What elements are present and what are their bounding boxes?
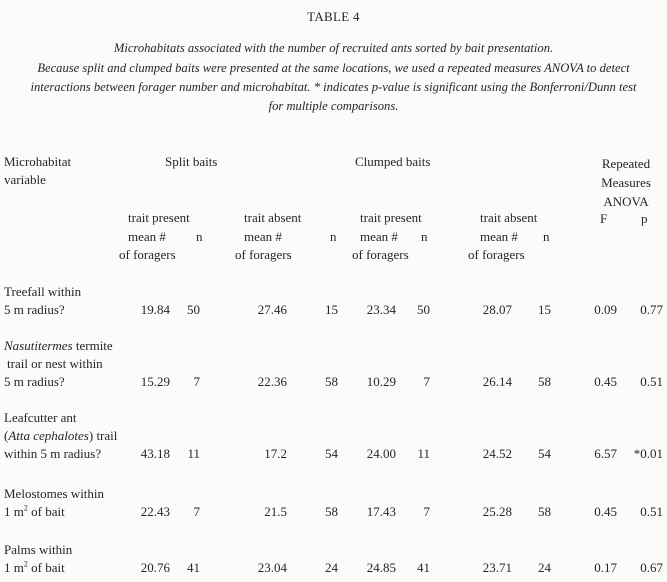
header-clumped-baits: Clumped baits	[355, 154, 431, 169]
caption-line-2: Because split and clumped baits were presented at the same locations, we used a repeated measures ANOVA to detect	[37, 61, 630, 75]
cell-clumped-absent-n: 58	[538, 374, 551, 389]
caption-line-3: interactions between forager number and microhabitat. * indicates p-value is significant using the Bonferroni/Dunn test	[30, 80, 637, 94]
cell-F: 0.45	[594, 374, 617, 389]
header-variable: variable	[4, 172, 46, 187]
row-label-part: 1 m	[4, 504, 24, 519]
header-clumped-present-foragers: of foragers	[352, 247, 409, 262]
cell-clumped-present-n: 7	[423, 374, 430, 389]
cell-p: 0.77	[640, 302, 663, 317]
cell-F: 0.45	[594, 504, 617, 519]
row-label-part: ) trail	[88, 428, 118, 443]
header-clumped-present-n: n	[421, 229, 428, 244]
header-split-present: trait present	[128, 210, 190, 225]
cell-split-present-mean: 43.18	[140, 446, 170, 461]
cell-clumped-absent-n: 58	[538, 504, 551, 519]
superscript: 2	[23, 559, 28, 569]
header-anova: ANOVA	[603, 194, 649, 209]
row-label: 5 m radius?	[4, 374, 65, 389]
row-label: 5 m radius?	[4, 302, 65, 317]
cell-p: 0.67	[640, 560, 663, 575]
header-clumped-present-mean: mean #	[360, 229, 398, 244]
cell-split-absent-mean: 22.36	[257, 374, 287, 389]
header-split-present-n: n	[196, 229, 203, 244]
row-label: Treefall within	[4, 284, 82, 299]
header-clumped-absent: trait absent	[480, 210, 538, 225]
row-label	[4, 338, 113, 353]
row-label	[4, 560, 65, 575]
header-F: F	[600, 211, 608, 226]
cell-split-absent-n: 24	[325, 560, 338, 575]
cell-split-absent-n: 54	[325, 446, 338, 461]
cell-clumped-present-n: 41	[417, 560, 430, 575]
caption-line-1: Microhabitats associated with the number of recruited ants sorted by bait presentation.	[113, 41, 554, 55]
cell-clumped-present-n: 7	[423, 504, 430, 519]
header-split-present-foragers: of foragers	[119, 247, 176, 262]
cell-clumped-absent-n: 24	[538, 560, 551, 575]
cell-split-present-n: 41	[187, 560, 200, 575]
caption-line-4: for multiple comparisons.	[268, 99, 399, 113]
cell-clumped-absent-n: 54	[538, 446, 551, 461]
row-label-part: of bait	[27, 560, 65, 575]
header-split-present-mean: mean #	[128, 229, 166, 244]
cell-split-absent-mean: 21.5	[264, 504, 287, 519]
header-measures: Measures	[601, 175, 651, 190]
row-label-italic: Atta cephalotes	[8, 428, 89, 443]
header-split-absent-foragers: of foragers	[235, 247, 292, 262]
header-repeated: Repeated	[601, 156, 651, 171]
cell-split-absent-n: 15	[325, 302, 338, 317]
cell-split-absent-n: 58	[325, 504, 338, 519]
cell-F: 0.09	[594, 302, 617, 317]
row-label-part: of bait	[27, 504, 65, 519]
cell-p: *0.01	[633, 446, 663, 461]
cell-clumped-absent-n: 15	[538, 302, 551, 317]
cell-split-present-mean: 15.29	[140, 374, 170, 389]
cell-clumped-present-mean: 17.43	[366, 504, 396, 519]
cell-split-present-mean: 19.84	[140, 302, 170, 317]
cell-split-present-n: 50	[187, 302, 200, 317]
table-title: TABLE 4	[307, 9, 360, 24]
cell-split-absent-mean: 23.04	[257, 560, 287, 575]
cell-clumped-present-mean: 24.00	[366, 446, 396, 461]
header-split-absent-mean: mean #	[244, 229, 282, 244]
cell-clumped-absent-mean: 25.28	[482, 504, 512, 519]
row-label-part: (	[4, 428, 9, 443]
header-clumped-absent-mean: mean #	[480, 229, 518, 244]
header-split-baits: Split baits	[165, 154, 218, 169]
row-label: Leafcutter ant	[4, 410, 77, 425]
row-label	[4, 428, 117, 443]
cell-clumped-present-n: 50	[417, 302, 430, 317]
cell-clumped-present-mean: 24.85	[366, 560, 396, 575]
cell-clumped-present-mean: 23.34	[366, 302, 396, 317]
cell-split-present-n: 7	[193, 504, 200, 519]
row-label	[4, 504, 65, 519]
cell-split-present-mean: 20.76	[140, 560, 170, 575]
row-label: Palms within	[4, 542, 73, 557]
cell-split-absent-mean: 17.2	[264, 446, 287, 461]
header-clumped-absent-n: n	[543, 229, 550, 244]
cell-p: 0.51	[640, 504, 663, 519]
cell-clumped-present-n: 11	[417, 446, 430, 461]
cell-F: 6.57	[594, 446, 617, 461]
cell-split-present-mean: 22.43	[140, 504, 170, 519]
row-label: trail or nest within	[7, 356, 103, 371]
header-clumped-absent-foragers: of foragers	[468, 247, 525, 262]
cell-clumped-absent-mean: 26.14	[482, 374, 512, 389]
cell-split-present-n: 7	[193, 374, 200, 389]
superscript: 2	[23, 503, 28, 513]
cell-p: 0.51	[640, 374, 663, 389]
header-p: p	[641, 211, 648, 226]
row-label: within 5 m radius?	[4, 446, 102, 461]
row-label: Melostomes within	[4, 486, 105, 501]
row-label-part: termite	[72, 338, 113, 353]
cell-clumped-absent-mean: 24.52	[482, 446, 512, 461]
header-split-absent-n: n	[330, 229, 337, 244]
header-split-absent: trait absent	[244, 210, 302, 225]
cell-split-absent-n: 58	[325, 374, 338, 389]
row-label-part: 1 m	[4, 560, 24, 575]
cell-F: 0.17	[594, 560, 617, 575]
cell-clumped-present-mean: 10.29	[366, 374, 396, 389]
header-clumped-present: trait present	[360, 210, 422, 225]
cell-clumped-absent-mean: 23.71	[482, 560, 512, 575]
cell-clumped-absent-mean: 28.07	[482, 302, 512, 317]
row-label-italic: Nasutitermes	[4, 338, 73, 353]
cell-split-present-n: 11	[187, 446, 200, 461]
header-microhabitat: Microhabitat	[4, 154, 72, 169]
cell-split-absent-mean: 27.46	[257, 302, 287, 317]
